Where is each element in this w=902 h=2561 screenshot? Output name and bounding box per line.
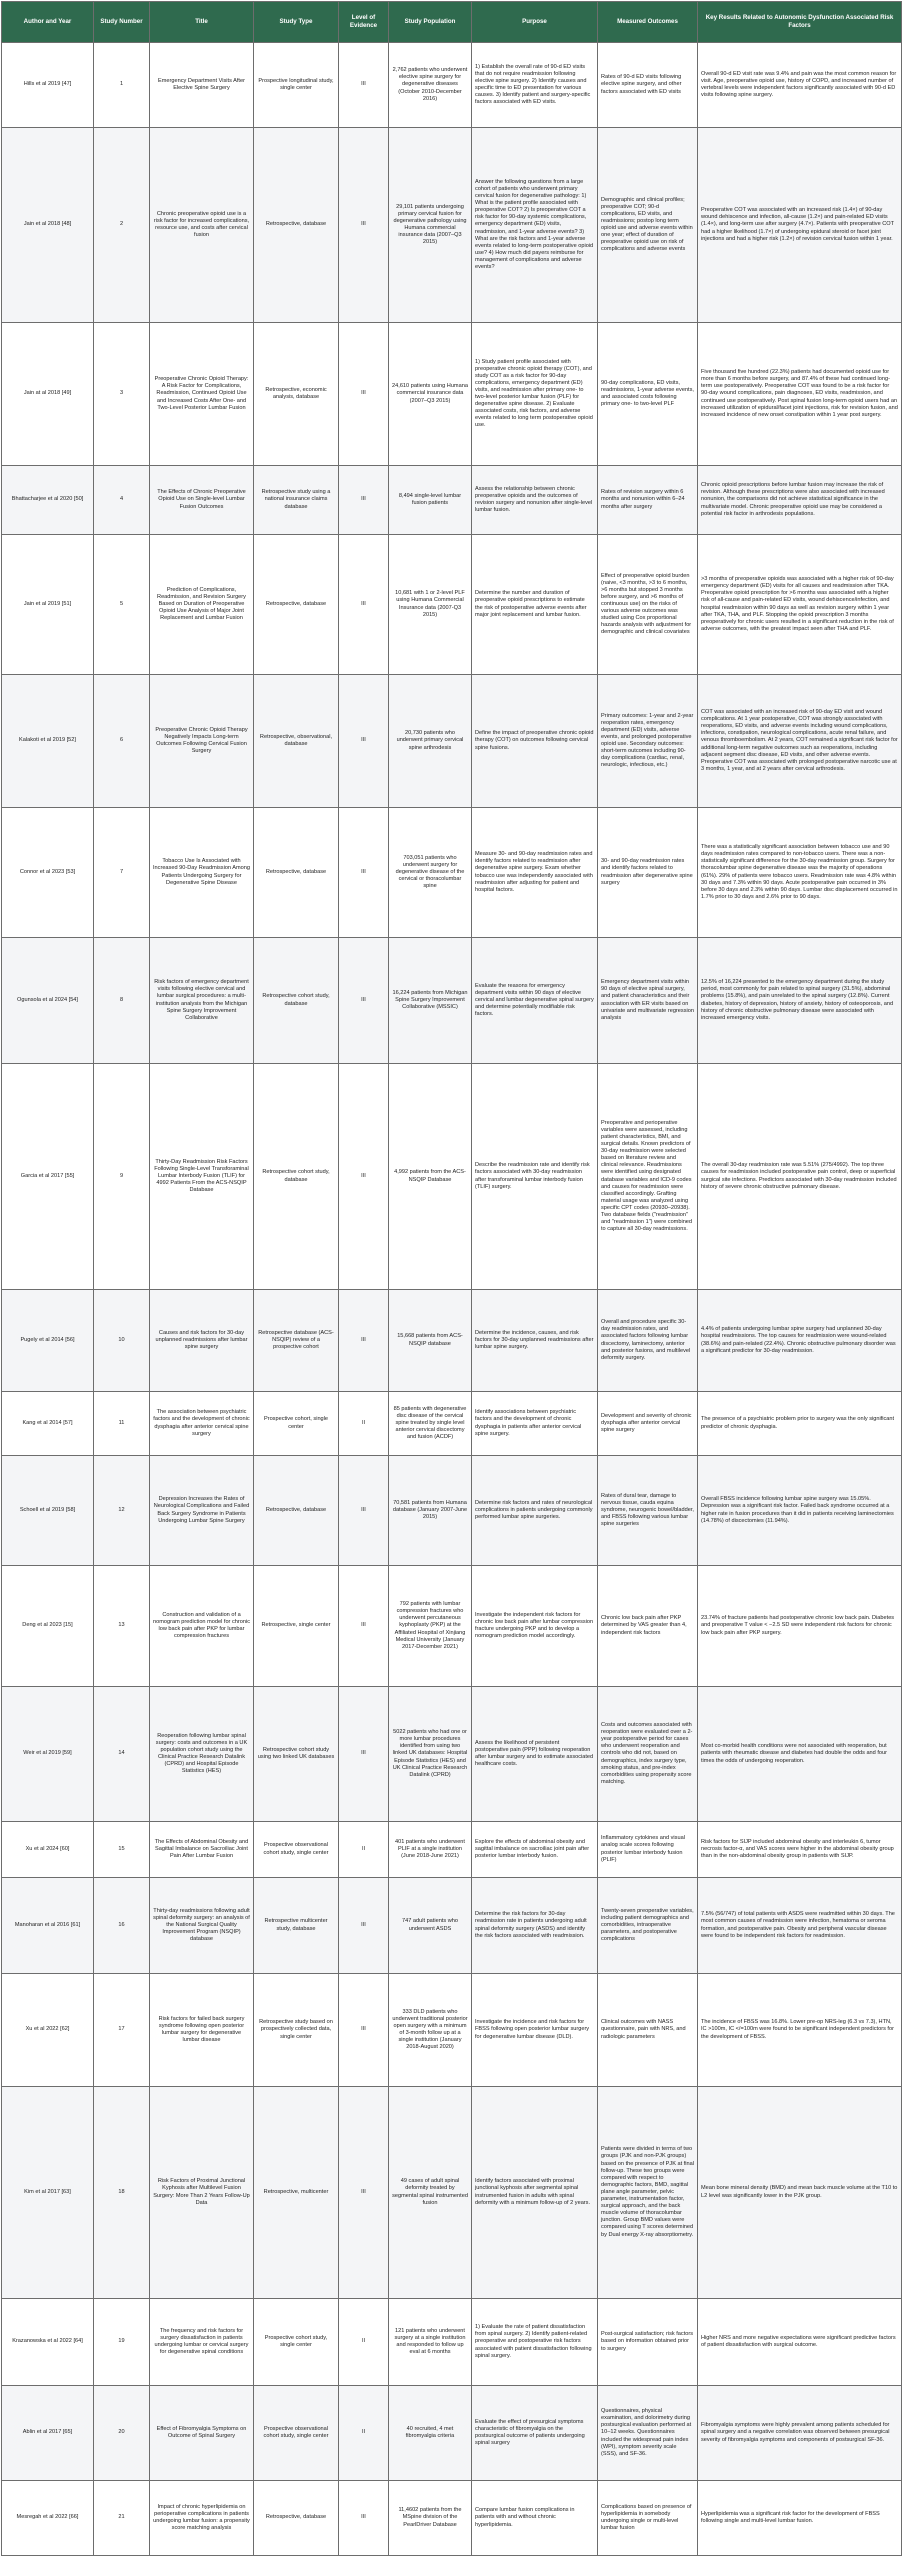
- outcomes-cell: Rates of revision surgery within 6 months and nonunion within 6–24 months after surgery: [598, 466, 698, 535]
- study-number-cell: 11: [94, 1392, 150, 1456]
- study-number-cell: 2: [94, 128, 150, 323]
- table-row: [2, 43, 902, 128]
- header-level: Level of Evidence: [339, 2, 389, 43]
- study-type-cell: Retrospective study using a national insurance claims database: [254, 466, 339, 535]
- title-cell: Thirty-day readmissions following adult spinal deformity surgery: an analysis of the National Surgical Quality Improvement Program (NSQIP) database: [150, 1878, 254, 1974]
- purpose-cell: Measure 30- and 90-day readmission rates and identify factors related to readmission after degenerative spine surgery. Exam whether tobacco use was independently associated with readmission after adjusting for patient and hospital factors.: [472, 808, 598, 938]
- population-cell: 792 patients with lumbar compression fractures who underwent percutaneous kyphoplasty (PKP) at the Affiliated Hospital of Xinjiang Medical University (January 2017-December 2021): [389, 1566, 472, 1687]
- outcomes-cell: Questionnaires, physical examination, and dolorimetry during postsurgical evaluation performed at 10–12 weeks. Questionnaires included the widespread pain index (WPI), symptom severity scale (SSS), and SF-36.: [598, 2386, 698, 2481]
- study-number-cell: 12: [94, 1456, 150, 1566]
- outcomes-cell: Complications based on presence of hyperlipidemia in somebody undergoing single or multi-level lumbar fusion: [598, 2481, 698, 2556]
- title-cell: Reoperation following lumbar spinal surgery: costs and outcomes in a UK population cohort study using the Clinical Practice Research Datalink (CPRD) and Hospital Episode Statistics (HES): [150, 1687, 254, 1822]
- level-cell: III: [339, 1878, 389, 1974]
- population-cell: 40 recruited, 4 met fibromyalgia criteria: [389, 2386, 472, 2481]
- purpose-cell: Define the impact of preoperative chronic opioid therapy (COT) on outcomes following cervical spine fusions.: [472, 675, 598, 808]
- level-cell: II: [339, 1392, 389, 1456]
- table-row: [2, 128, 902, 323]
- results-cell: There was a statistically significant association between tobacco use and 90 days readmission rates compared to non-tobacco users. There was a non-statistically significant difference for the 30-day readmission group. Surgery for thoracolumbar spine degenerative disease was the majority of operations (61%). 29% of patients were tobacco users. Readmission rate was 4.8% within 30 days and 7.3% within 90 days. Acute postoperative pain occurred in 3% before 30 days and 2.3% within 90 days. Lumbar disc displacement occurred in 1.7% prior to 30 days and 2.6% prior to 90 days.: [698, 808, 902, 938]
- level-cell: III: [339, 43, 389, 128]
- study-number-cell: 4: [94, 466, 150, 535]
- study-number-cell: 19: [94, 2299, 150, 2386]
- title-cell: The frequency and risk factors for surgery dissatisfaction in patients undergoing lumbar or cervical surgery for degenerative spinal conditions: [150, 2299, 254, 2386]
- study-type-cell: Retrospective multicenter study, database: [254, 1878, 339, 1974]
- outcomes-cell: Rates of 90-d ED visits following elective spine surgery, and other factors associated with ED visits: [598, 43, 698, 128]
- study-number-cell: 5: [94, 535, 150, 675]
- author-cell: Deng et al 2023 [15]: [2, 1566, 94, 1687]
- title-cell: Chronic preoperative opioid use is a risk factor for increased complications, resource use, and costs after cervical fusion: [150, 128, 254, 323]
- table-row: [2, 1878, 902, 1974]
- table-row: [2, 1392, 902, 1456]
- purpose-cell: Determine the risk factors for 30-day readmission rate in patients undergoing adult spinal deformity surgery (ASDS) and identify the risk factors associated with readmission.: [472, 1878, 598, 1974]
- study-type-cell: Retrospective, database: [254, 808, 339, 938]
- header-population: Study Population: [389, 2, 472, 43]
- title-cell: Preoperative Chronic Opioid Therapy Negatively Impacts Long-term Outcomes Following Cervical Fusion Surgery: [150, 675, 254, 808]
- results-cell: Risk factors for SIJP included abdominal obesity and interleukin 6, tumor necrosis factor-α, and VAS scores were higher in the abdominal obesity group than in the non-abdominal obesity group in patients with SIJP.: [698, 1822, 902, 1878]
- population-cell: 333 DLD patients who underwent traditional posterior open surgery with a minimum of 3-month follow up at a single institution (January 2018-August 2020): [389, 1974, 472, 2087]
- level-cell: III: [339, 128, 389, 323]
- study-type-cell: Retrospective, database: [254, 535, 339, 675]
- population-cell: 16,224 patients from Michigan Spine Surgery Improvement Collaborative (MSSIC): [389, 938, 472, 1064]
- purpose-cell: Investigate the incidence and risk factors for FBSS following open posterior lumbar surgery for degenerative lumbar disease (DLD).: [472, 1974, 598, 2087]
- results-cell: Preoperative COT was associated with an increased risk (1.4×) of 90-day wound dehiscence and infection, all-cause (1.2×) and pain-related ED visits (1.4×), and long-term use after surgery (4.7×). Patients with preoperative COT had a higher likelihood (1.7×) of undergoing epidural steroid or facet joint injections and had a higher risk (1.2×) of revision cervical fusion within 1 year.: [698, 128, 902, 323]
- outcomes-cell: Post-surgical satisfaction; risk factors based on information obtained prior to surgery: [598, 2299, 698, 2386]
- level-cell: III: [339, 808, 389, 938]
- author-cell: Kalakoti et al 2019 [52]: [2, 675, 94, 808]
- level-cell: III: [339, 1687, 389, 1822]
- results-cell: The presence of a psychiatric problem prior to surgery was the only significant predictor of chronic dysphagia.: [698, 1392, 902, 1456]
- results-cell: Fibromyalgia symptoms were highly prevalent among patients scheduled for spinal surgery and a negative correlation was observed between presurgical severity of fibromyalgia symptoms and components of postsurgical SF-36.: [698, 2386, 902, 2481]
- results-cell: The overall 30-day readmission rate was 5.51% (275/4992). The top three causes for readmission included postoperative pain control, deep or superficial surgical site infections. Predictors associated with 30-day readmission included history of severe chronic obstructive pulmonary disease.: [698, 1064, 902, 1290]
- title-cell: The Effects of Chronic Preoperative Opioid Use on Single-level Lumbar Fusion Outcomes: [150, 466, 254, 535]
- study-number-cell: 21: [94, 2481, 150, 2556]
- outcomes-cell: Patients were divided in terms of two groups (PJK and non-PJK groups) based on the presence of PJK at final follow-up. These two groups were compared with respect to demographic factors, BMD, sagittal plane angle parameter, pelvic parameter, instrumentation factor, surgical approach, and the back muscle volume of thoracolumbar junction. Group BMD values were compared using T scores determined by Dual energy X-ray absorptiometry.: [598, 2087, 698, 2299]
- outcomes-cell: Costs and outcomes associated with reoperation were evaluated over a 2-year postoperative period for cases who underwent reoperation and controls who did not, based on demographics, index surgery type, smoking status, and pre-index comorbidities using propensity score matching.: [598, 1687, 698, 1822]
- title-cell: The association between psychiatric factors and the development of chronic dysphagia after anterior cervical spine surgery: [150, 1392, 254, 1456]
- population-cell: 703,051 patients who underwent surgery for degenerative disease of the cervical or thoracolumbar spine: [389, 808, 472, 938]
- author-cell: Pugely et al 2014 [56]: [2, 1290, 94, 1392]
- population-cell: 4,992 patients from the ACS-NSQIP Database: [389, 1064, 472, 1290]
- purpose-cell: Identify factors associated with proximal junctional kyphosis after segmental spinal instrumented fusion in adults with spinal deformity with a minimum follow-up of 2 years.: [472, 2087, 598, 2299]
- level-cell: III: [339, 1566, 389, 1687]
- study-number-cell: 17: [94, 1974, 150, 2087]
- outcomes-cell: Overall and procedure specific 30-day readmission rates, and associated factors following lumbar discectomy, laminectomy, anterior and posterior fusions, and multilevel deformity surgery.: [598, 1290, 698, 1392]
- purpose-cell: Identify associations between psychiatric factors and the development of chronic dysphagia in patients after anterior cervical spine surgery.: [472, 1392, 598, 1456]
- study-type-cell: Prospective cohort study, single center: [254, 2299, 339, 2386]
- level-cell: III: [339, 938, 389, 1064]
- title-cell: Causes and risk factors for 30-day unplanned readmissions after lumbar spine surgery: [150, 1290, 254, 1392]
- level-cell: II: [339, 2386, 389, 2481]
- population-cell: 29,101 patients undergoing primary cervical fusion for degenerative pathology using Humana commercial insurance data (2007–Q3 2015): [389, 128, 472, 323]
- results-cell: Hyperlipidemia was a significant risk factor for the development of FBSS following single and multi-level lumbar fusion.: [698, 2481, 902, 2556]
- study-type-cell: Retrospective cohort study, database: [254, 938, 339, 1064]
- results-cell: Mean bone mineral density (BMD) and mean back muscle volume at the T10 to L2 level was significantly lower in the PJK group.: [698, 2087, 902, 2299]
- author-cell: Krazanowska et al 2022 [64]: [2, 2299, 94, 2386]
- outcomes-cell: Rates of dural tear, damage to nervous tissue, cauda equina syndrome, neurogenic bowel/bladder, and FBSS following various lumbar spine surgeries: [598, 1456, 698, 1566]
- study-number-cell: 7: [94, 808, 150, 938]
- table-row: [2, 1290, 902, 1392]
- population-cell: 10,681 with 1 or 2-level PLF using Humana Commercial Insurance data (2007-Q3 2015): [389, 535, 472, 675]
- study-type-cell: Retrospective, database: [254, 1456, 339, 1566]
- header-type: Study Type: [254, 2, 339, 43]
- level-cell: III: [339, 466, 389, 535]
- title-cell: Risk factors for failed back surgery syndrome following open posterior lumbar surgery for degenerative lumbar disease: [150, 1974, 254, 2087]
- results-cell: 4.4% of patients undergoing lumbar spine surgery had unplanned 30-day hospital readmissions. The top causes for readmission were wound-related (38.6%) and pain-related (22.4%). Chronic obstructive pulmonary disorder was a significant predictor for 30-day readmission.: [698, 1290, 902, 1392]
- study-type-cell: Retrospective, economic analysis, database: [254, 323, 339, 466]
- purpose-cell: Explore the effects of abdominal obesity and sagittal imbalance on sacroiliac joint pain after posterior lumbar interbody fusion.: [472, 1822, 598, 1878]
- level-cell: III: [339, 323, 389, 466]
- table-row: [2, 1822, 902, 1878]
- title-cell: Depression Increases the Rates of Neurological Complications and Failed Back Surgery Syndrome in Patients Undergoing Lumbar Spine Surgery: [150, 1456, 254, 1566]
- table-row: [2, 1456, 902, 1566]
- study-number-cell: 14: [94, 1687, 150, 1822]
- purpose-cell: Determine the incidence, causes, and risk factors for 30-day unplanned readmissions after lumbar spine surgery.: [472, 1290, 598, 1392]
- table-row: [2, 535, 902, 675]
- outcomes-cell: Primary outcomes: 1-year and 2-year reoperation rates, emergency department (ED) visits, adverse events, and prolonged postoperative opioid use. Secondary outcomes: short-term outcomes including 90-day complications (cardiac, renal, neurologic, infectious, etc.): [598, 675, 698, 808]
- table-row: [2, 2386, 902, 2481]
- purpose-cell: Evaluate the effect of presurgical symptoms characteristic of fibromyalgia on the postsurgical outcome of patients undergoing spinal surgery: [472, 2386, 598, 2481]
- title-cell: Tobacco Use Is Associated with Increased 90-Day Readmission Among Patients Undergoing Surgery for Degenerative Spine Disease: [150, 808, 254, 938]
- outcomes-cell: Clinical outcomes with NASS questionnaire, pain with NRS, and radiologic parameters: [598, 1974, 698, 2087]
- study-type-cell: Prospective observational cohort study, single center: [254, 1822, 339, 1878]
- purpose-cell: Investigate the independent risk factors for chronic low back pain after lumbar compression fracture undergoing PKP and to develop a nomogram prediction model accordingly.: [472, 1566, 598, 1687]
- population-cell: 11,4602 patients from the MSpine division of the PearlDriver Database: [389, 2481, 472, 2556]
- population-cell: 20,730 patients who underwent primary cervical spine arthrodesis: [389, 675, 472, 808]
- table-row: [2, 675, 902, 808]
- level-cell: III: [339, 1290, 389, 1392]
- level-cell: III: [339, 2481, 389, 2556]
- author-cell: Mesregah et al 2022 [66]: [2, 2481, 94, 2556]
- results-cell: Chronic opioid prescriptions before lumbar fusion may increase the risk of revision. Although these prescriptions were also associated with increased nonunion, the comparisons did not achieve statistical significance in the multivariate model. Chronic preoperative opioid use may be considered a potential risk factor in arthrodesis populations.: [698, 466, 902, 535]
- population-cell: 401 patients who underwent PLIF at a single institution (June 2018-June 2021): [389, 1822, 472, 1878]
- header-outcomes: Measured Outcomes: [598, 2, 698, 43]
- outcomes-cell: Development and severity of chronic dysphagia after anterior cervical spine surgery: [598, 1392, 698, 1456]
- header-row: [2, 2, 902, 43]
- purpose-cell: Determine risk factors and rates of neurological complications in patients undergoing commonly performed lumbar spine surgeries.: [472, 1456, 598, 1566]
- results-cell: Higher NRS and more negative expectations were significant predictive factors of patient dissatisfaction with surgical outcome.: [698, 2299, 902, 2386]
- results-cell: Overall 90-d ED visit rate was 9.4% and pain was the most common reason for visit. Age, preoperative opioid use, history of COPD, and increased number of vertebral levels were independent factors significantly associated with 90-d ED visits following spine surgery.: [698, 43, 902, 128]
- author-cell: Connor et al 2023 [53]: [2, 808, 94, 938]
- level-cell: III: [339, 2087, 389, 2299]
- title-cell: Thirty-Day Readmission Risk Factors Following Single-Level Transforaminal Lumbar Interbody Fusion (TLIF) for 4992 Patients From the ACS-NSQIP Database: [150, 1064, 254, 1290]
- study-number-cell: 10: [94, 1290, 150, 1392]
- level-cell: II: [339, 1822, 389, 1878]
- title-cell: Prediction of Complications, Readmission, and Revision Surgery Based on Duration of Preoperative Opioid Use Analysis of Major Joint Replacement and Lumbar Fusion: [150, 535, 254, 675]
- level-cell: II: [339, 2299, 389, 2386]
- title-cell: Risk factors of emergency department visits following elective cervical and lumbar surgical procedures: a multi-institution analysis from the Michigan Spine Surgery Improvement Collaborative: [150, 938, 254, 1064]
- results-cell: The incidence of FBSS was 16.8%. Lower pre-op NRS-leg (6.3 vs 7.3), HTN, IC >100m, IC </=100m were found to be significant independent predictors for the development of FBSS.: [698, 1974, 902, 2087]
- author-cell: Jain et al 2018 [48]: [2, 128, 94, 323]
- studies-table: [1, 1, 902, 2556]
- study-type-cell: Retrospective, single center: [254, 1566, 339, 1687]
- header-number: Study Number: [94, 2, 150, 43]
- population-cell: 121 patients who underwent surgery at a single institution and responded to follow up eval at 6 months: [389, 2299, 472, 2386]
- header-author: Author and Year: [2, 2, 94, 43]
- author-cell: Bhattacharjee et al 2020 [50]: [2, 466, 94, 535]
- table-row: [2, 323, 902, 466]
- study-type-cell: Prospective observational cohort study, single center: [254, 2386, 339, 2481]
- author-cell: Ablin et al 2017 [65]: [2, 2386, 94, 2481]
- population-cell: 85 patients with degenerative disc disease of the cervical spine treated by single level anterior cervical discectomy and fusion (ACDF): [389, 1392, 472, 1456]
- purpose-cell: Determine the number and duration of preoperative opioid prescriptions to estimate the risk of postoperative adverse events after major joint replacement and lumbar fusion.: [472, 535, 598, 675]
- study-type-cell: Retrospective cohort study using two linked UK databases: [254, 1687, 339, 1822]
- study-number-cell: 9: [94, 1064, 150, 1290]
- title-cell: Construction and validation of a nomogram prediction model for chronic low back pain after PKP for lumbar compression fractures: [150, 1566, 254, 1687]
- author-cell: Kang et al 2014 [57]: [2, 1392, 94, 1456]
- outcomes-cell: Demographic and clinical profiles; preoperative COT; 90-d complications, ED visits, and readmissions; postop long term opioid use and adverse events within one year; effect of duration of preoperative opioid use on risk of complications and adverse events: [598, 128, 698, 323]
- population-cell: 5022 patients who had one or more lumbar procedures identified from using two linked UK databases: Hospital Episode Statistics (HES) and UK Clinical Practice Research Datalink (CPRD): [389, 1687, 472, 1822]
- study-type-cell: Prospective cohort, single center: [254, 1392, 339, 1456]
- level-cell: III: [339, 535, 389, 675]
- title-cell: Preoperative Chronic Opioid Therapy: A Risk Factor for Complications, Readmission, Continued Opioid Use and Increased Costs After One- and Two-Level Posterior Lumbar Fusion: [150, 323, 254, 466]
- table-row: [2, 1566, 902, 1687]
- table-row: [2, 2087, 902, 2299]
- population-cell: 8,494 single-level lumbar fusion patients: [389, 466, 472, 535]
- table-row: [2, 2299, 902, 2386]
- table-row: [2, 1974, 902, 2087]
- purpose-cell: 1) Study patient profile associated with preoperative chronic opioid therapy (COT), and study COT as a risk factor for 90-day complications, emergency department (ED) visits, and readmission after primary one- to two-level posterior lumbar fusion (PLF) for degenerative spine disease. 2) Evaluate associated costs, risk factors, and adverse events related to long term postoperative opioid use.: [472, 323, 598, 466]
- outcomes-cell: Inflammatory cytokines and visual analog scale scores following posterior lumbar interbody fusion (PLIF): [598, 1822, 698, 1878]
- results-cell: Most co-morbid health conditions were not associated with reoperation, but patients with rheumatic disease and diabetes had double the odds and four times the odds of undergoing reoperation.: [698, 1687, 902, 1822]
- author-cell: Schoell et al 2019 [58]: [2, 1456, 94, 1566]
- author-cell: Weir et al 2019 [59]: [2, 1687, 94, 1822]
- outcomes-cell: Emergency department visits within 90 days of elective spinal surgery, and patient characteristics and their association with ER visits based on univariate and multivariate regression analysis: [598, 938, 698, 1064]
- study-number-cell: 18: [94, 2087, 150, 2299]
- study-type-cell: Retrospective, database: [254, 2481, 339, 2556]
- outcomes-cell: 90-day complications, ED visits, readmissions, 1-year adverse events, and associated costs following primary one- to two-level PLF: [598, 323, 698, 466]
- study-number-cell: 13: [94, 1566, 150, 1687]
- title-cell: Effect of Fibromyalgia Symptoms on Outcome of Spinal Surgery: [150, 2386, 254, 2481]
- outcomes-cell: Preoperative and perioperative variables were assessed, including patient characteristics, BMI, and surgical details. Known predictors of 30-day readmission were selected based on literature review and clinical relevance. Readmissions were identified using designated database variables and ICD-9 codes and causes for readmission were classified accordingly. Grafting material usage was analyzed using specific CPT codes (20930–20938). Two database fields ("readmission" and "readmission 1") were combined to capture all 30-day readmissions.: [598, 1064, 698, 1290]
- author-cell: Jain et al 2019 [51]: [2, 535, 94, 675]
- author-cell: Xu et al 2024 [60]: [2, 1822, 94, 1878]
- title-cell: Impact of chronic hyperlipidemia on perioperative complications in patients undergoing lumbar fusion: a propensity score matching analysis: [150, 2481, 254, 2556]
- title-cell: Risk Factors of Proximal Junctional Kyphosis after Multilevel Fusion Surgery: More Than 2 Years Follow-Up Data: [150, 2087, 254, 2299]
- level-cell: III: [339, 1456, 389, 1566]
- header-title: Title: [150, 2, 254, 43]
- purpose-cell: Answer the following questions from a large cohort of patients who underwent primary cervical fusion for degenerative pathology: 1) What is the patient profile associated with preoperative COT? 2) Is preoperative COT a risk factor for 90-day systemic complications, emergency department (ED) visits, readmission, and 1-year adverse events? 3) What are the risk factors and 1-year adverse events related to long-term postoperative opioid use? 4) How much did payers reimburse for management of complications and adverse events?: [472, 128, 598, 323]
- study-type-cell: Retrospective cohort study, database: [254, 1064, 339, 1290]
- population-cell: 15,668 patients from ACS-NSQIP database: [389, 1290, 472, 1392]
- table-row: [2, 1064, 902, 1290]
- population-cell: 2,762 patients who underwent elective spine surgery for degenerative diseases (October 2010-December 2016): [389, 43, 472, 128]
- outcomes-cell: Chronic low back pain after PKP determined by VAS greater than 4, independent risk factors: [598, 1566, 698, 1687]
- study-type-cell: Retrospective database (ACS-NSQIP) review of a prospective cohort: [254, 1290, 339, 1392]
- level-cell: III: [339, 1974, 389, 2087]
- study-number-cell: 20: [94, 2386, 150, 2481]
- purpose-cell: Assess the relationship between chronic preoperative opioids and the outcomes of revision surgery and nonunion after single-level lumbar fusion.: [472, 466, 598, 535]
- study-number-cell: 3: [94, 323, 150, 466]
- study-number-cell: 15: [94, 1822, 150, 1878]
- results-cell: Overall FBSS incidence following lumbar spine surgery was 15.05%. Depression was a significant risk factor. Failed back syndrome occurred at a higher rate in fusion procedures than it did in patients receiving laminectomies (14.78%) of discectomies (11.94%).: [698, 1456, 902, 1566]
- table-row: [2, 1687, 902, 1822]
- study-type-cell: Retrospective, multicenter: [254, 2087, 339, 2299]
- purpose-cell: Evaluate the reasons for emergency department visits within 90 days of elective cervical and lumbar degenerative spinal surgery and determine potentially modifiable risk factors.: [472, 938, 598, 1064]
- study-number-cell: 16: [94, 1878, 150, 1974]
- purpose-cell: 1) Evaluate the rate of patient dissatisfaction from spinal surgery. 2) Identify patient-related preoperative and postoperative risk factors associated with patient dissatisfaction following spinal surgery.: [472, 2299, 598, 2386]
- outcomes-cell: Twenty-seven preoperative variables, including patient demographics and comorbidities, intraoperative parameters, and postoperative complications: [598, 1878, 698, 1974]
- results-cell: 12.5% of 16,224 presented to the emergency department during the study period, most commonly for pain related to spinal surgery (31.5%), abdominal problems (15.8%), and pain unrelated to the spinal surgery (12.8%). Current diabetes, history of depression, history of anxiety, history of osteoporosis, and history of chronic obstructive pulmonary disease were associated with increased emergency visits.: [698, 938, 902, 1064]
- outcomes-cell: 30- and 90-day readmission rates and identify factors related to readmission after degenerative spine surgery: [598, 808, 698, 938]
- author-cell: Jain at al 2018 [49]: [2, 323, 94, 466]
- results-cell: 7.5% (56/747) of total patients with ASDS were readmitted within 30 days. The most common causes of readmission were infection, hematoma or seroma formation, and postoperative pain. Obesity and peripheral vascular disease were found to be independent risk factors for readmission.: [698, 1878, 902, 1974]
- table-row: [2, 938, 902, 1064]
- results-cell: COT was associated with an increased risk of 90-day ED visit and wound complications. At 1 year postoperative, COT was strongly associated with reoperations, ED visits, and adverse events including wound complications, infections, constipation, neurological complications, acute renal failure, and venous thromboembolism. At 2 years, COT remained a significant risk factor for additional long-term negative outcomes such as reoperations, including adjacent segment disc disease, ED visits, and other adverse events. Preoperative COT was associated with prolonged postoperative narcotic use at 3 months, 1 year, and at 2 years after cervical arthrodesis.: [698, 675, 902, 808]
- purpose-cell: Assess the likelihood of persistent postoperative pain (PPP) following reoperation after lumbar surgery and to estimate associated healthcare costs.: [472, 1687, 598, 1822]
- study-type-cell: Prospective longitudinal study, single center: [254, 43, 339, 128]
- title-cell: Emergency Department Visits After Elective Spine Surgery: [150, 43, 254, 128]
- study-type-cell: Retrospective, observational, database: [254, 675, 339, 808]
- study-number-cell: 6: [94, 675, 150, 808]
- author-cell: Kim et al 2017 [63]: [2, 2087, 94, 2299]
- outcomes-cell: Effect of preoperative opioid burden (naive, <3 months, >3 to 6 months, >6 months but stopped 3 months before surgery, and >6 months of continuous use) on the risks of various adverse outcomes was studied using Cox proportional hazards analysis with adjustment for demographic and clinical covariates: [598, 535, 698, 675]
- study-type-cell: Retrospective, database: [254, 128, 339, 323]
- population-cell: 24,610 patients using Humana commercial insurance data (2007–Q3 2015): [389, 323, 472, 466]
- table-row: [2, 808, 902, 938]
- purpose-cell: 1) Establish the overall rate of 90-d ED visits that do not require readmission following elective spine surgery. 2) Identify causes and specific time to ED presentation for various causes. 3) Identify patient and surgery-specific factors associated with ED visits.: [472, 43, 598, 128]
- table-row: [2, 2481, 902, 2556]
- table-row: [2, 466, 902, 535]
- study-type-cell: Retrospective study based on prospectively collected data, single center: [254, 1974, 339, 2087]
- study-number-cell: 8: [94, 938, 150, 1064]
- author-cell: Ogunsola et al 2024 [54]: [2, 938, 94, 1064]
- header-purpose: Purpose: [472, 2, 598, 43]
- population-cell: 747 adult patients who underwent ASDS: [389, 1878, 472, 1974]
- purpose-cell: Compare lumbar fusion complications in patients with and without chronic hyperlipidemia.: [472, 2481, 598, 2556]
- results-cell: >3 months of preoperative opioids was associated with a higher risk of 90-day emergency department (ED) visits for all causes and readmission after TKA. Preoperative opioid prescription for >6 months was associated with a higher risk of all-cause and pain-related ED visits, wound dehiscence/infection, and hospital readmission within 90 days as well as revision surgery within 1 year after TKA, THA, and PLF. Stopping the opioid prescription 3 months preoperatively for chronic users resulted in a significant reduction in the risk of adverse outcomes, with the greatest impact seen after THA and PLF.: [698, 535, 902, 675]
- study-number-cell: 1: [94, 43, 150, 128]
- author-cell: Hills et al 2019 [47]: [2, 43, 94, 128]
- table-body: [2, 43, 902, 2556]
- purpose-cell: Describe the readmission rate and identify risk factors associated with 30-day readmission after transforaminal lumbar interbody fusion (TLIF) surgery.: [472, 1064, 598, 1290]
- level-cell: III: [339, 1064, 389, 1290]
- results-cell: 23.74% of fracture patients had postoperative chronic low back pain. Diabetes and preoperative T value < −2.5 SD were independent risk factors for chronic low back pain after PKP surgery.: [698, 1566, 902, 1687]
- header-results: Key Results Related to Autonomic Dysfunction Associated Risk Factors: [698, 2, 902, 43]
- population-cell: 49 cases of adult spinal deformity treated by segmental spinal instrumented fusion: [389, 2087, 472, 2299]
- title-cell: The Effects of Abdominal Obesity and Sagittal Imbalance on Sacroiliac Joint Pain After Lumbar Fusion: [150, 1822, 254, 1878]
- level-cell: III: [339, 675, 389, 808]
- results-cell: Five thousand five hundred (22.3%) patients had documented opioid use for more than 6 months before surgery, and 87.4% of these had continued long-term use postoperatively. Preoperative COT was found to be a risk factor for 90-day wound complications, pain diagnoses, ED visits, readmission, and continued use postoperatively. Post spinal fusion long-term opioid users had an increased utilization of epidural/facet joint injections, risk for revision fusion, and increased incidence of new onset constipation within 1 year post surgery.: [698, 323, 902, 466]
- population-cell: 70,581 patients from Humana database (January 2007-June 2015): [389, 1456, 472, 1566]
- author-cell: Manoharan et al 2016 [61]: [2, 1878, 94, 1974]
- author-cell: Xu et al 2022 [62]: [2, 1974, 94, 2087]
- author-cell: Garcia et al 2017 [55]: [2, 1064, 94, 1290]
